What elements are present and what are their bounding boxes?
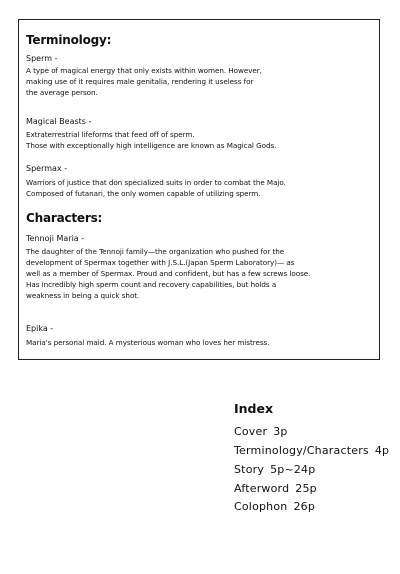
term-definition: Warriors of justice that don specialized suits in order to combat the Majo. Composed of futanari, the only women capable of utilizing sperm. xyxy=(26,178,286,198)
term-name: Magical Beasts - xyxy=(26,117,92,126)
index-entry-page: 26p xyxy=(293,500,316,513)
index-entry-label: Terminology/Characters xyxy=(234,444,369,457)
index-entry-label: Afterword xyxy=(234,482,290,495)
term-definition: A type of magical energy that only exists within women. However, making use of it requires male genitalia, rendering it useless for the average person. xyxy=(26,66,262,97)
character-name: Tennoji Maria - xyxy=(26,234,85,243)
index-entry-label: Cover xyxy=(234,425,268,438)
index-entry xyxy=(234,463,315,476)
index-entry xyxy=(234,444,389,457)
index-entry-page: 25p xyxy=(295,482,317,495)
term-name: Sperm - xyxy=(26,54,58,63)
character-description: The daughter of the Tennoji family—the organization who pushed for the development of Spermax together with J.S.L.(Japan Sperm Laboratory)— as well as a member of Spermax. Proud and confident, but has a few screws loose. Has incredibly high sperm count and recovery capabilities, but holds a weakness in being a quick shot. xyxy=(26,247,311,300)
index-entry-label: Story xyxy=(234,463,265,476)
index-entry xyxy=(234,482,317,495)
index-title: Index xyxy=(234,401,274,416)
characters-heading: Characters: xyxy=(26,211,103,225)
character-name: Epika - xyxy=(26,324,54,333)
terminology-heading: Terminology: xyxy=(26,33,112,47)
index-entry-page: 4p xyxy=(374,444,390,457)
index-entry-page: 5p~24p xyxy=(270,463,316,476)
character-description: Maria's personal maid. A mysterious woman who loves her mistress. xyxy=(26,338,270,347)
term-name: Spermax - xyxy=(26,164,68,173)
index-entry xyxy=(234,425,288,438)
term-definition: Extraterrestrial lifeforms that feed off of sperm. Those with exceptionally high intelligence are known as Magical Gods. xyxy=(26,130,277,150)
index-entry-page: 3p xyxy=(273,425,288,438)
index-entry-label: Colophon xyxy=(234,500,288,513)
index-entry xyxy=(234,500,315,513)
